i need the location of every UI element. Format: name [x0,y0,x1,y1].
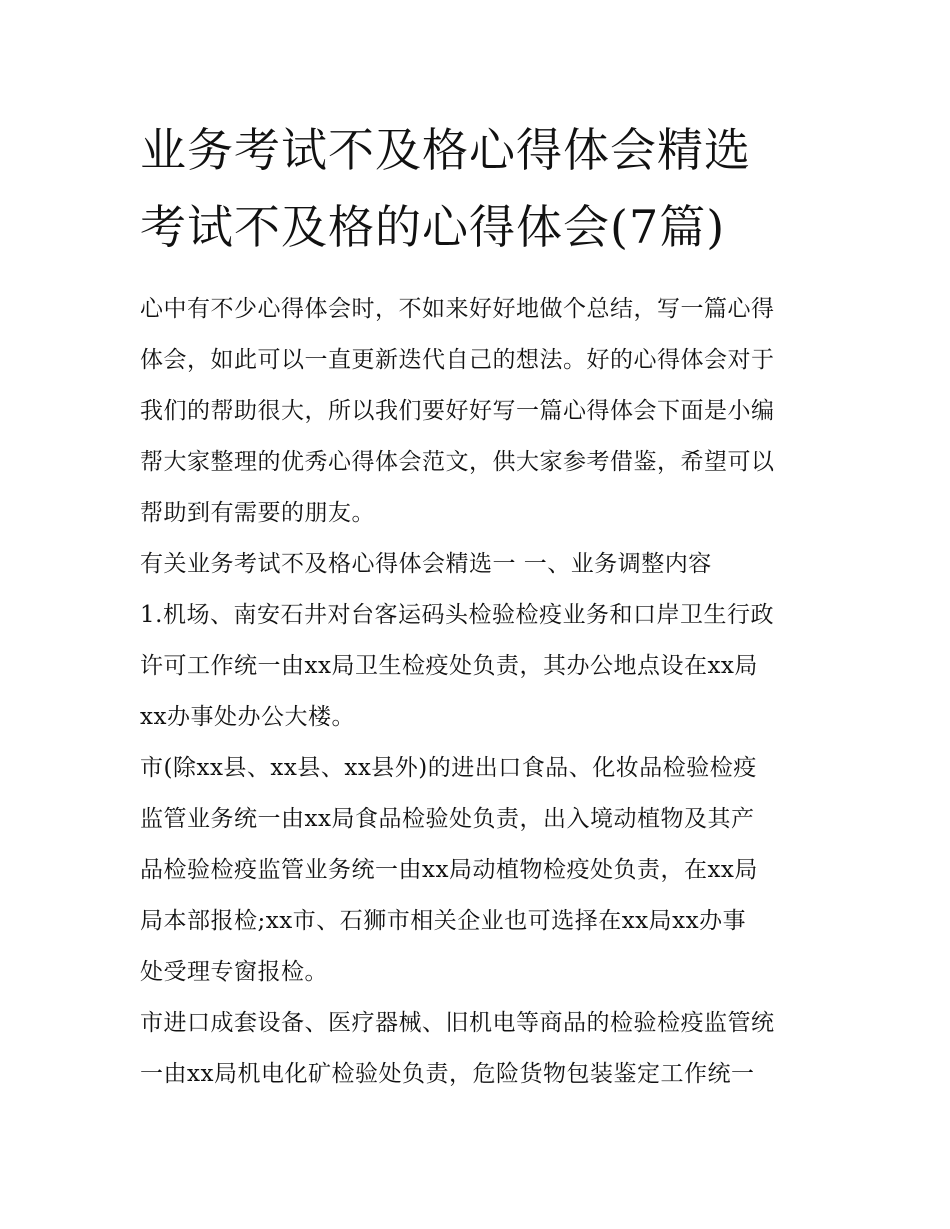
text-line: xx办事处办公大楼。 [140,704,355,730]
text-line: 许可工作统一由xx局卫生检疫处负责，其办公地点设在xx局 [140,653,758,679]
text-line: 处受理专窗报检。 [140,959,328,985]
title-line: 业务考试不及格心得体会精选 [140,123,751,177]
text-line: 市进口成套设备、医疗器械、旧机电等商品的检验检疫监管统 [140,1010,775,1036]
text-line: 体会，如此可以一直更新迭代自己的想法。好的心得体会对于 [140,347,775,373]
title-line: 考试不及格的心得体会(7篇) [140,200,726,254]
text-line: 帮助到有需要的朋友。 [140,500,375,526]
text-line: 监管业务统一由xx局食品检验处负责，出入境动植物及其产 [140,806,755,832]
document-content [140,112,820,1100]
text-line: 品检验检疫监管业务统一由xx局动植物检疫处负责，在xx局 [140,857,758,883]
document-body [140,284,820,1100]
text-line: 我们的帮助很大，所以我们要好好写一篇心得体会下面是小编 [140,398,775,424]
text-line: 局本部报检;xx市、石狮市相关企业也可选择在xx局xx办事 [140,908,747,934]
text-line: 心中有不少心得体会时，不如来好好地做个总结，写一篇心得 [140,296,775,322]
body-paragraph [140,743,820,998]
text-line: 市(除xx县、xx县、xx县外)的进出口食品、化妆品检验检疫 [140,755,757,781]
text-line: 帮大家整理的优秀心得体会范文，供大家参考借鉴，希望可以 [140,449,775,475]
body-paragraph [140,590,820,743]
body-paragraph [140,998,820,1100]
text-line: 有关业务考试不及格心得体会精选一 一、业务调整内容 [140,551,712,577]
text-line: 一由xx局机电化矿检验处负责，危险货物包装鉴定工作统一 [140,1061,755,1087]
intro-paragraph [140,284,820,539]
document-title [140,112,820,266]
text-line: 1.机场、南安石井对台客运码头检验检疫业务和口岸卫生行政 [140,602,774,628]
section-heading-paragraph [140,539,820,590]
